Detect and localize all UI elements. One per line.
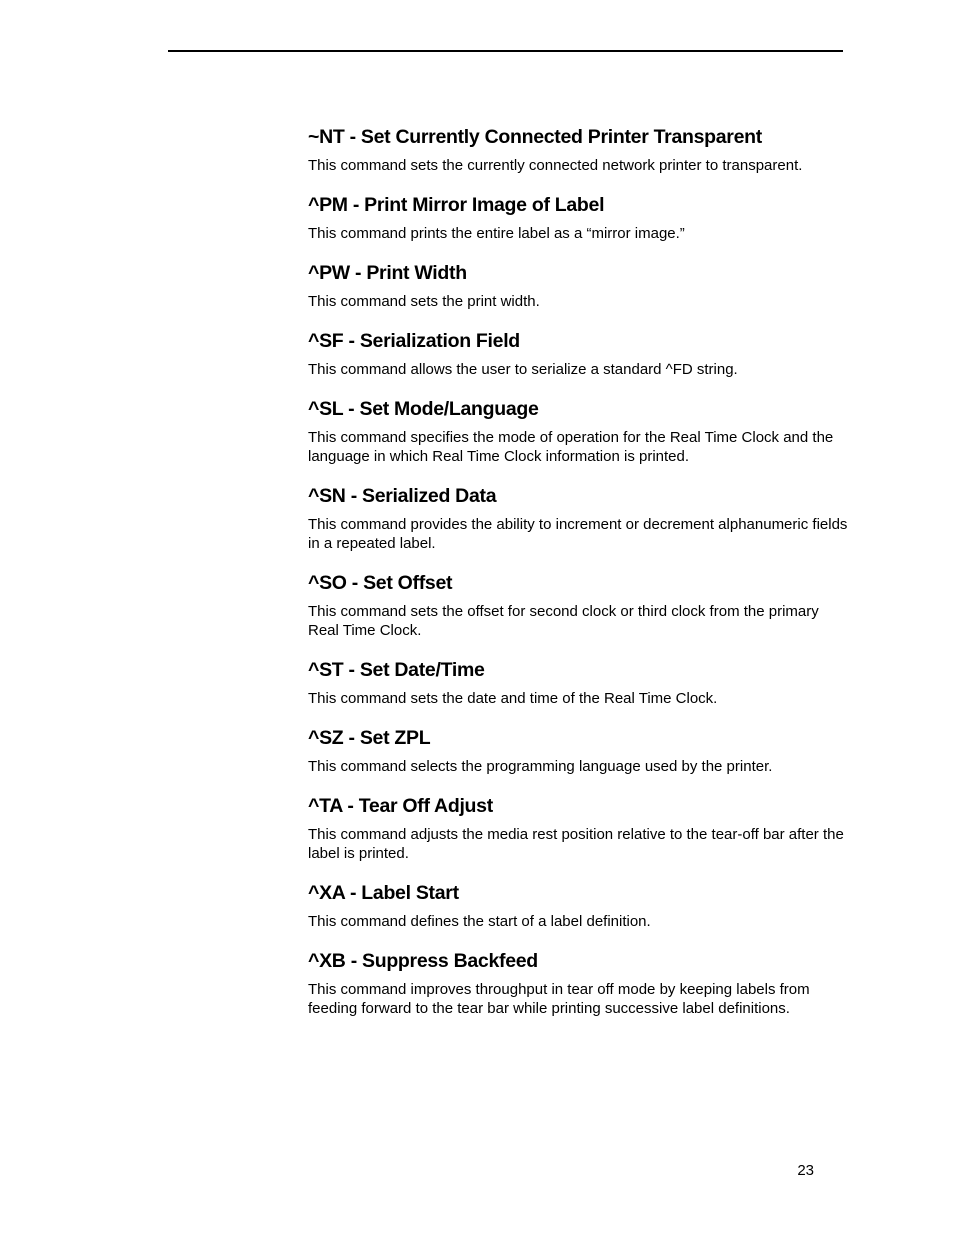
page-number: 23: [797, 1162, 814, 1179]
command-title: ^TA - Tear Off Adjust: [308, 795, 493, 817]
command-section: [308, 330, 848, 379]
command-title: ~NT - Set Currently Connected Printer Transparent: [308, 126, 762, 148]
command-description: This command adjusts the media rest position relative to the tear-off bar after the label is printed.: [308, 826, 844, 862]
command-title: ^SL - Set Mode/Language: [308, 398, 539, 420]
command-list: [308, 126, 848, 1037]
command-description: This command defines the start of a label definition.: [308, 913, 651, 930]
command-section: [308, 398, 848, 466]
command-title: ^ST - Set Date/Time: [308, 659, 485, 681]
command-description: This command provides the ability to increment or decrement alphanumeric fields in a repeated label.: [308, 516, 848, 552]
command-description: This command selects the programming language used by the printer.: [308, 758, 773, 775]
command-description: This command prints the entire label as a “mirror image.”: [308, 225, 685, 242]
command-description: This command allows the user to serialize a standard ^FD string.: [308, 361, 738, 378]
command-description: This command sets the currently connected network printer to transparent.: [308, 157, 803, 174]
command-title: ^XB - Suppress Backfeed: [308, 950, 538, 972]
command-section: [308, 126, 848, 175]
command-description: This command specifies the mode of operation for the Real Time Clock and the language in which Real Time Clock information is printed.: [308, 429, 834, 465]
command-title: ^SN - Serialized Data: [308, 485, 497, 507]
command-title: ^SO - Set Offset: [308, 572, 453, 594]
command-section: [308, 795, 848, 863]
command-title: ^SZ - Set ZPL: [308, 727, 431, 749]
command-description: This command sets the print width.: [308, 293, 540, 310]
command-section: [308, 659, 848, 708]
command-description: This command improves throughput in tear off mode by keeping labels from feeding forward to the tear bar while printing successive label definitions.: [308, 981, 810, 1017]
command-title: ^SF - Serialization Field: [308, 330, 520, 352]
command-section: [308, 485, 848, 553]
command-section: [308, 262, 848, 311]
command-title: ^PW - Print Width: [308, 262, 467, 284]
command-title: ^XA - Label Start: [308, 882, 459, 904]
command-section: [308, 572, 848, 640]
command-section: [308, 950, 848, 1018]
command-description: This command sets the date and time of the Real Time Clock.: [308, 690, 718, 707]
command-section: [308, 882, 848, 931]
command-title: ^PM - Print Mirror Image of Label: [308, 194, 605, 216]
command-section: [308, 194, 848, 243]
command-section: [308, 727, 848, 776]
header-rule: [168, 50, 843, 52]
command-description: This command sets the offset for second clock or third clock from the primary Real Time Clock.: [308, 603, 819, 639]
